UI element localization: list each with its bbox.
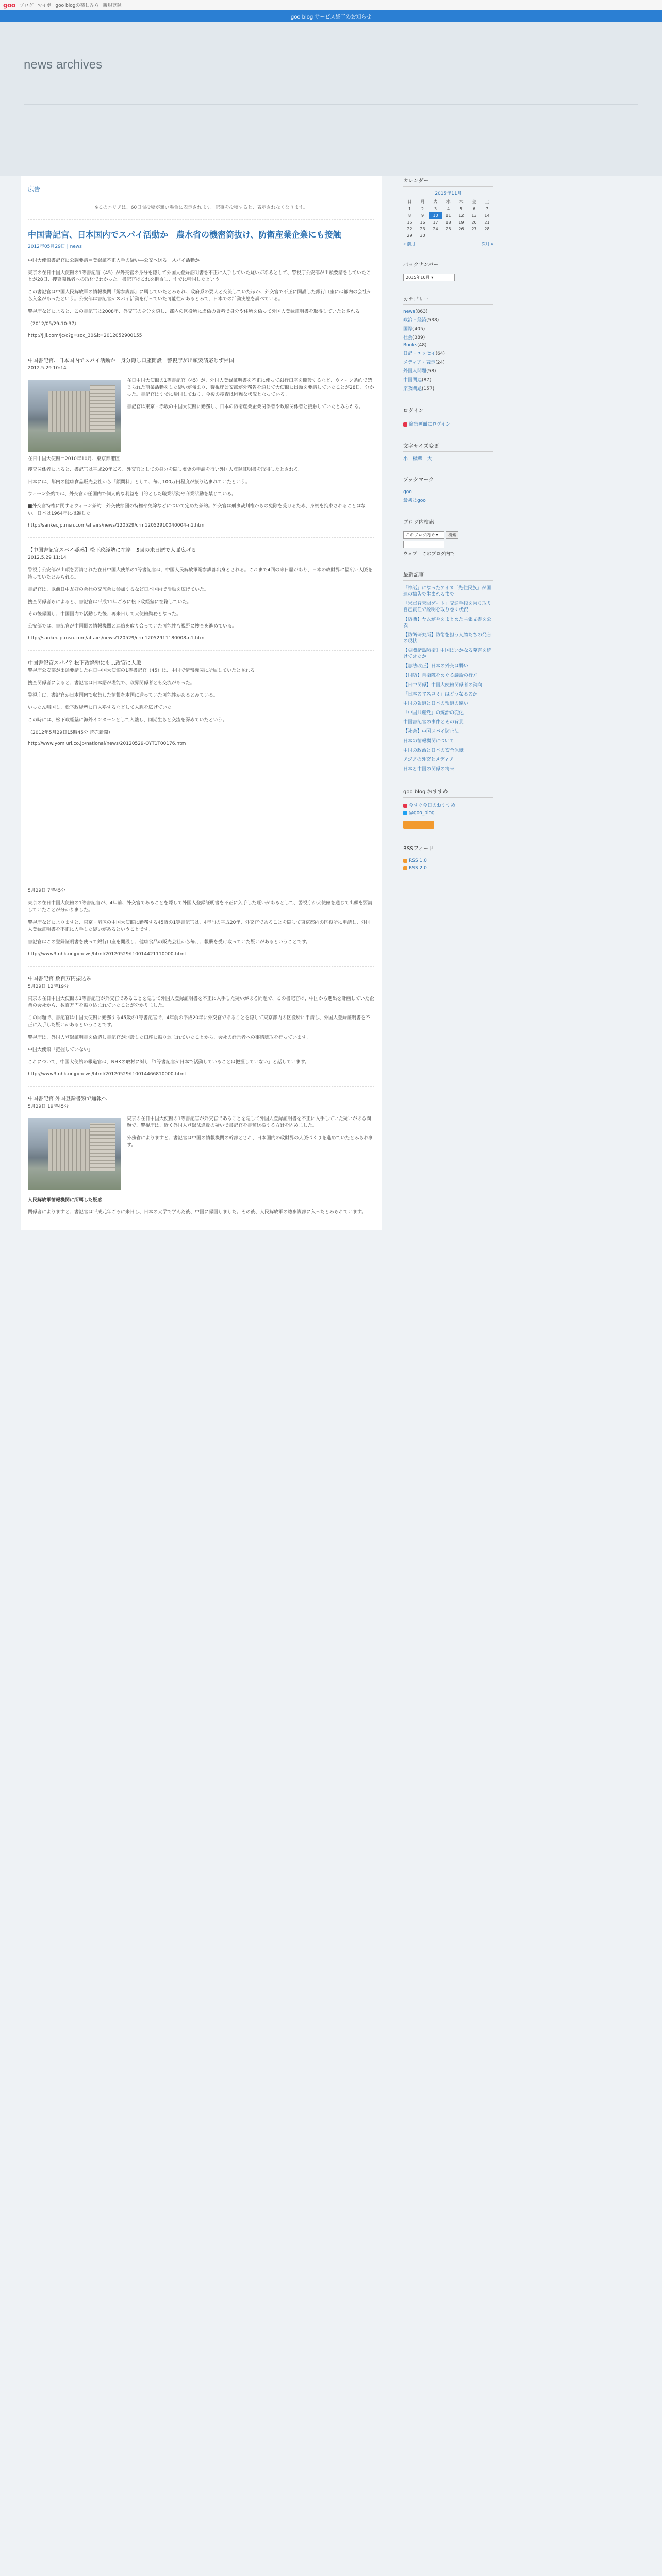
section-title: 中国書記官 外国登録書類で通報へ: [28, 1096, 107, 1103]
category-label[interactable]: Books: [403, 343, 418, 348]
category-label[interactable]: 社会: [403, 335, 413, 341]
calendar-day: 21: [484, 220, 490, 225]
recent-entry-link[interactable]: 日本と中国の関係の将来: [403, 766, 455, 772]
topbar-link-register[interactable]: 新規登録: [103, 3, 122, 8]
bookmark-heading: ブックマーク: [403, 475, 493, 485]
rss-heading: RSSフィード: [403, 844, 493, 854]
section-title: 中国書記官スパイ？松下政経塾にも…政官に人脈: [28, 660, 141, 667]
category-count: (538): [426, 318, 439, 323]
section-paragraph: 警視庁公安部が出頭を要請された在日中国大使館の1等書記官は、中国人民解放軍総参謀部出身とされる。これまで4回の来日歴があり、日本の政財界に幅広い人脈を持っていたとみられる。: [28, 567, 373, 580]
section-paragraph: 外務省によりますと、書記官は中国の情報機関の幹部とされ、日本国内の政財界の人脈づくりを進めていたとみられます。: [127, 1136, 373, 1148]
category-label[interactable]: 外国人問題: [403, 369, 427, 374]
section-date: 5月29日 7時45分: [28, 888, 66, 894]
category-item[interactable]: [403, 375, 493, 384]
goo-recommend-section: [403, 787, 493, 831]
fontsize-heading: 文字サイズ変更: [403, 442, 493, 452]
category-count: (87): [422, 378, 432, 383]
rss-link-label[interactable]: RSS 1.0: [409, 858, 427, 864]
section-paragraph: 警視庁公安部が出頭要請した在日中国大使館の1等書記官（45）は、中国で情報機関に所属していたとされる。: [28, 668, 260, 673]
search-radio-web[interactable]: ウェブ: [403, 552, 417, 557]
section-date: 2012.5.29 10:14: [28, 365, 67, 371]
source-url[interactable]: http://www3.nhk.or.jp/news/html/20120529/t10014421110000.html: [28, 952, 186, 957]
calendar-day: [442, 232, 455, 239]
category-count: (24): [435, 360, 445, 365]
calendar-day: 7: [485, 207, 489, 211]
category-count: (389): [412, 335, 425, 341]
category-item[interactable]: [403, 324, 493, 333]
category-item[interactable]: [403, 358, 493, 366]
blog-title[interactable]: news archives: [24, 58, 103, 72]
section-date: 5月29日 12時19分: [28, 984, 69, 989]
rss-link[interactable]: [403, 857, 493, 865]
calendar-day: 11: [445, 213, 451, 218]
section-paragraph: ウィーン条約では、外交官が任国内で個人的な利益を目的とした職業活動や商業活動を禁じている。: [28, 492, 237, 497]
calendar-day: [481, 232, 493, 239]
section-paragraph: 警視庁は、外国人登録証明書を偽造し書記官が開設した口座に振り込まれていたことから、会社の経営者への事情聴取を行っています。: [28, 1035, 311, 1041]
recommend-link[interactable]: [403, 801, 493, 809]
category-count: (64): [435, 351, 445, 357]
calendar-day: 13: [471, 213, 477, 218]
calendar-prev-link[interactable]: « 前月: [403, 242, 416, 246]
backnumber-section: [403, 260, 493, 281]
section-paragraph: 東京の在日中国大使館の1等書記官が、4年前、外交官であることを隠して外国人登録証明書を不正に入手した疑いがあるとして、警視庁が大使館を通じて出頭を要請していたことが分かりました。: [28, 901, 373, 913]
calendar-section: [403, 176, 493, 247]
calendar-day: 12: [458, 213, 464, 218]
section-paragraph: 警視庁は、書記官が日本国内で収集した情報を本国に送っていた可能性があるとみている。: [28, 692, 219, 698]
category-label[interactable]: 宗教問題: [403, 386, 422, 392]
building-shape: [90, 1123, 115, 1171]
service-end-notice-link[interactable]: goo blog サービス終了のお知らせ: [290, 14, 372, 20]
search-input[interactable]: [403, 541, 444, 548]
calendar-day: 15: [407, 220, 412, 225]
rss-section: [403, 844, 493, 872]
rss-icon: [403, 866, 407, 870]
recent-entry-link[interactable]: 【防衛】ヤムがやをまとめた主張文書を公表: [403, 617, 491, 629]
category-item[interactable]: [403, 333, 493, 342]
category-label[interactable]: news: [403, 309, 416, 314]
section-paragraph: 在日中国大使館の1等書記官（45）が、外国人登録証明書を不正に使って銀行口座を開設するなど、ウィーン条約で禁じられた商業活動をした疑いが強まり、警視庁公安部が外務省を通じて大使館に出頭を要請していたことが28日、分かった。書記官はすでに帰国しており、今後の捜査は困難な状況となっている。: [127, 378, 374, 398]
rss-icon: [403, 859, 407, 863]
calendar-day: 6: [472, 207, 476, 211]
section-title: 中国書記官 数百万円振込み: [28, 976, 92, 982]
fontsize-options: [403, 455, 493, 462]
calendar-heading: カレンダー: [403, 176, 493, 187]
bookmark-link-first[interactable]: 最初はgoo: [403, 498, 426, 503]
category-label[interactable]: 日記・エッセイ: [403, 351, 436, 357]
section-paragraph: 捜査関係者によると、書記官は日本語が堪能で、政界関係者とも交流があった。: [28, 680, 195, 686]
post-date-line: （2012/05/29-10:37）: [28, 321, 79, 327]
building-shape: [90, 385, 115, 432]
recent-entry-link[interactable]: 中国書記官の事件とその背景: [403, 720, 464, 725]
backnumber-heading: バックナンバー: [403, 260, 493, 270]
section-paragraph: 東京の在日中国大使館の1等書記官が外交官であることを隠して外国人登録証明書を不正に入手した疑いがある問題で、この書記官は、中国から進出を計画していた企業の会社から、数百万円を振り込まれていたことが分かりました。: [28, 996, 374, 1009]
section-paragraph: その後帰国し、中国国内で活動した後、再来日して大使館勤務となった。: [28, 612, 181, 617]
section-title: 【中国書記官スパイ疑惑】松下政経塾に在籍 5回の来日歴で人脈広げる: [28, 548, 196, 554]
section-bullet: ■外交官特権に関するウィーン条約 外交使節団の特権や免除などについて定めた条約。外交官は刑事裁判権からの免除を受けるため、身柄を拘束されることはない。日本は1964年に批准した。: [28, 504, 366, 517]
section-date: 5月29日 19時45分: [28, 1104, 69, 1109]
weekday-label: 月: [420, 199, 425, 204]
search-radios: [403, 550, 493, 557]
orange-banner[interactable]: [403, 821, 493, 831]
topbar-link-mypage[interactable]: マイボ: [37, 3, 52, 8]
weekday-label: 金: [472, 199, 476, 204]
divider: [28, 966, 374, 967]
weekday-label: 日: [407, 199, 412, 204]
calendar-grid: [403, 198, 493, 239]
category-item[interactable]: [403, 315, 493, 324]
category-list: [403, 308, 493, 393]
bookmark-link-goo[interactable]: goo: [403, 489, 412, 495]
category-item[interactable]: [403, 366, 493, 375]
calendar-month: 2015年11月: [435, 191, 462, 196]
post-paragraph: この書記官は中国人民解放軍の情報機関「総参謀部」に属していたとみられ、政府系の要人と交流していたほか、外交官で不正に開設した銀行口座には都内の会社から入金があったという。公安部は書記官がスパイ活動を行っていた可能性があるとみて、日本での活動実態を調べている。: [28, 290, 372, 302]
service-notice-strip: [0, 10, 662, 22]
divider: [28, 1086, 374, 1087]
embassy-photo: [28, 380, 121, 452]
section-paragraph: この問題で、書記官は中国大使館に勤務する45歳の1等書記官で、4年前の平成20年に外交官であることを隠して東京都内の区役所に申請し、外国人登録証明書を不正に入手した疑いがあるということです。: [28, 1015, 371, 1028]
section-date-line: （2012年5月29日15時45分 読売新聞）: [28, 730, 113, 735]
blog-header: [0, 22, 662, 176]
search-input-row: [403, 541, 493, 548]
sidebar: [403, 176, 493, 885]
section-paragraph: 書記官はこの登録証明書を使って銀行口座を開設し、健康食品の販売会社から毎月、報酬を受け取っていた疑いがあるということです。: [28, 940, 311, 945]
category-label[interactable]: 中国関連: [403, 378, 422, 383]
recent-heading: 最新記事: [403, 570, 493, 581]
fontsize-small-link[interactable]: 小: [403, 456, 408, 462]
calendar-day: 24: [433, 227, 438, 231]
section-date: 2012.5.29 11:14: [28, 555, 67, 561]
recent-entry-link[interactable]: 【国防】自衛隊をめぐる議論の行方: [403, 673, 478, 679]
section-paragraph: この時には、松下政経塾に海外インターンとして入塾し、同期生らと交流を深めていたという。: [28, 717, 227, 723]
twitter-link-label[interactable]: @goo_blog: [409, 810, 435, 816]
fontsize-section: [403, 442, 493, 462]
banner-badge: [403, 821, 434, 829]
recent-entry-link[interactable]: 「米軍普天間ゲート」交通手段を乗り取り自己責任で説明を取り巻く状況: [403, 601, 492, 613]
section-paragraph: これについて、中国大使館の報道官は、NHKの取材に対し「1等書記官が日本で活動していることは把握していない」と話しています。: [28, 1060, 310, 1065]
category-item[interactable]: [403, 349, 493, 358]
calendar-day: [429, 232, 442, 239]
section-title: 中国書記官、日本国内でスパイ活動か 身分隠し口座開設 警視庁が出頭要請応じず帰国: [28, 358, 234, 364]
calendar-nav: [403, 241, 493, 247]
divider: [28, 537, 374, 538]
calendar-day: 1: [408, 207, 411, 211]
recent-entry-link[interactable]: 【社会】中国スパイ防止法: [403, 729, 459, 735]
recent-list: [403, 584, 493, 774]
calendar-day: 4: [446, 207, 450, 211]
source-url[interactable]: http://www3.nhk.or.jp/news/html/20120529/t10014466810000.html: [28, 1072, 186, 1077]
calendar-day: 19: [458, 220, 464, 225]
post-paragraph: 警視庁などによると、この書記官は2008年、外交官の身分を隠し、都内の区役所に虚偽の資料で身分や住所を偽って外国人登録証明書を取得していたとされる。: [28, 309, 365, 315]
category-item[interactable]: [403, 342, 493, 349]
calendar-day: 26: [458, 227, 464, 231]
recent-entry-link[interactable]: 「日本のマスコミ」はどうなるのか: [403, 691, 478, 697]
section-subheading: 人民解放軍情報機関に所属した疑惑: [28, 1197, 103, 1203]
header-divider: [24, 104, 638, 105]
topbar-link-howto[interactable]: goo blogの楽しみ方: [55, 3, 99, 8]
calendar-day: 3: [434, 207, 437, 211]
calendar-day: 25: [445, 227, 451, 231]
recent-entry-link[interactable]: 「中国共産党」の統治の変化: [403, 710, 464, 716]
post-paragraph: 東京の在日中国大使館の1等書記官（45）が外交官の身分を隠して外国人登録証明書を不正に入手していた疑いがあるとして、警視庁公安部が出頭要請をしていたことが28日、捜査関係者への取材でわかった。書記官はこれを拒否し、すでに帰国したという。: [28, 270, 371, 283]
section-paragraph: 東京の在日中国大使館の1等書記官が外交官であることを隠して外国人登録証明書を不正に入手していた疑いがある問題で、警視庁は、近く外国人登録法違反の疑いで書記官を書類送検する方針を固めました。: [127, 1116, 371, 1129]
goo-logo[interactable]: goo: [3, 1, 15, 9]
search-heading: ブログ内検索: [403, 518, 493, 528]
recent-entry-link[interactable]: 【尖閣諸島防衛】中国はいかなる発言を続けてきたか: [403, 648, 492, 660]
section-paragraph: 捜査関係者によると、書記官は平成20年ごろ、外交官としての身分を隠し虚偽の申請を行い外国人登録証明書を取得したとされる。: [28, 467, 303, 472]
main-column: [21, 176, 382, 1230]
recent-entry-link[interactable]: 中国の政治と日本の安全保障: [403, 748, 464, 753]
recent-entry-link[interactable]: 【防衛研究所】防衛を担う人物たちの発言の現状: [403, 632, 492, 644]
category-item[interactable]: [403, 308, 493, 315]
calendar-day: 18: [445, 220, 451, 225]
topbar-link-blog[interactable]: ブログ: [19, 3, 34, 8]
section-paragraph: 関係者によりますと、書記官は平成元年ごろに来日し、日本の大学で学んだ後、中国に帰国しました。その後、人民解放軍の総参謀部に入ったとみられています。: [28, 1210, 367, 1215]
inactivity-notice: ※このエリアは、60日間投稿が無い場合に表示されます。記事を投稿すると、表示されなくなります。: [28, 200, 374, 220]
fontsize-normal-link[interactable]: 標準: [413, 456, 423, 462]
recent-entry-link[interactable]: 「神話」になったアイヌ「先住民族」が国連の勧告で生まれるまで: [403, 586, 491, 598]
calendar-day: [468, 232, 481, 239]
category-label[interactable]: 政治・経済: [403, 318, 427, 323]
rss-link[interactable]: [403, 865, 493, 872]
category-count: (863): [415, 309, 428, 314]
pencil-icon: [403, 422, 407, 427]
recent-entry-link[interactable]: 【憲法改正】日本の外交は弱い: [403, 664, 469, 669]
category-section: [403, 295, 493, 393]
weekday-label: 水: [446, 199, 451, 204]
calendar-day: 17: [433, 220, 438, 225]
news-photo: [28, 1118, 121, 1190]
recommend-link-label[interactable]: 今すぐ今日のおすすめ: [409, 803, 456, 809]
category-label[interactable]: メディア・表示: [403, 360, 436, 365]
calendar-day: 10: [429, 212, 442, 219]
post-title[interactable]: 中国書記官、日本国内でスパイ活動か 農水省の機密筒抜け、防衛産業企業にも接触: [28, 230, 341, 240]
search-radio-blog[interactable]: このブログ内で: [422, 552, 455, 557]
section-paragraph: 公安部では、書記官が中国側の情報機関と連絡を取り合っていた可能性も視野に捜査を進めている。: [28, 624, 237, 630]
login-link[interactable]: [403, 419, 493, 428]
recent-section: [403, 570, 493, 774]
category-item[interactable]: [403, 384, 493, 393]
fontsize-large-link[interactable]: 大: [427, 456, 433, 462]
backnumber-select[interactable]: 2015年10月 ▾: [403, 274, 455, 281]
calendar-day: 9: [421, 213, 424, 218]
calendar-day: 29: [407, 233, 412, 238]
recent-entry-link[interactable]: 日本の情報機関について: [403, 738, 454, 744]
post-meta[interactable]: 2012年05月29日 | news: [28, 244, 82, 249]
calendar-day: 30: [420, 233, 425, 238]
section-paragraph: いったん帰国し、松下政経塾に再入塾するなどして人脈を広げていた。: [28, 705, 177, 710]
source-url[interactable]: http://www.yomiuri.co.jp/national/news/20120529-OYT1T00176.htm: [28, 741, 186, 747]
calendar-day: 14: [484, 213, 490, 218]
category-count: (58): [426, 369, 436, 374]
source-url[interactable]: http://sankei.jp.msn.com/affairs/news/120529/crm12052910040004-n1.htm: [28, 523, 205, 529]
goo-recommend-heading: goo blog おすすめ: [403, 787, 493, 798]
goo-icon: [403, 804, 407, 808]
section-paragraph: 日本には、都内の健康食品販売会社から「顧問料」として、毎月100万円程度が振り込まれていたという。: [28, 479, 251, 485]
recent-entry-link[interactable]: アジアの外交とメディア: [403, 757, 454, 762]
login-link-label[interactable]: 編集画面にログイン: [409, 422, 451, 427]
calendar-day: 8: [408, 213, 411, 218]
calendar-day: [455, 232, 468, 239]
photo-caption: 在日中国大使館＝2010年10月、東京都港区: [28, 456, 120, 462]
rss-link-label[interactable]: RSS 2.0: [409, 866, 427, 871]
section-paragraph: 警視庁などによりますと、東京・港区の中国大使館に勤務する45歳の1等書記官は、4年前の平成20年、外交官であることを隠して東京都内の区役所に申請し、外国人登録証明書を不正に入手した疑いがあるということです。: [28, 920, 371, 933]
recent-entry-link[interactable]: 中国の報道と日本の報道の違い: [403, 701, 469, 706]
section-paragraph: 書記官は、以前日中友好の会社の交流会に参加するなど日本国内で活動を広げていた。: [28, 587, 209, 592]
section-subheading: 中国大使館「把握していない」: [28, 1047, 93, 1053]
calendar-day: 22: [407, 227, 412, 231]
calendar-day: 20: [471, 220, 477, 225]
weekday-label: 木: [459, 199, 464, 204]
divider: [28, 650, 374, 651]
login-heading: ログイン: [403, 406, 493, 416]
twitter-link[interactable]: [403, 809, 493, 817]
search-button[interactable]: 検索: [446, 531, 458, 539]
calendar-next-link[interactable]: 次月 »: [481, 242, 493, 246]
category-label[interactable]: 国際: [403, 327, 413, 332]
source-url[interactable]: http://sankei.jp.msn.com/affairs/news/120529/crm12052911180008-n1.htm: [28, 636, 205, 641]
search-scope-select[interactable]: このブログ内で ▾: [403, 531, 444, 539]
login-section: [403, 406, 493, 428]
twitter-icon: [403, 811, 407, 815]
category-count: (405): [412, 327, 425, 332]
post-paragraph: 中国大使館書記官に公調要請＝登録証不正入手の疑い―公安へ送る スパイ活動か: [28, 258, 200, 263]
search-row: [403, 531, 493, 539]
weekday-label: 土: [485, 199, 489, 204]
calendar-day: 28: [484, 227, 490, 231]
spacer: [28, 754, 374, 888]
source-url[interactable]: http://jiji.com/jc/c?g=soc_30&k=2012052900155: [28, 333, 142, 339]
section-paragraph: 書記官は東京・赤坂の中国大使館に勤務し、日本の防衛産業企業関係者や政府関係者と接触していたとみられる。: [127, 404, 364, 410]
calendar-day: 23: [420, 227, 425, 231]
category-count: (48): [417, 343, 427, 348]
weekday-label: 火: [433, 199, 438, 204]
category-count: (157): [422, 386, 435, 392]
ad-label: 広告: [28, 185, 41, 193]
calendar-day: 5: [459, 207, 463, 211]
calendar-day: 16: [420, 220, 425, 225]
bookmark-section: [403, 475, 493, 504]
calendar-day: 2: [421, 207, 424, 211]
section-paragraph: 捜査関係者らによると、書記官は平成11年ごろに松下政経塾に在籍していた。: [28, 599, 192, 605]
search-section: [403, 518, 493, 557]
calendar-day: 27: [471, 227, 477, 231]
category-heading: カテゴリー: [403, 295, 493, 305]
recent-entry-link[interactable]: 【日中関係】中国大使館関係者の動向: [403, 682, 483, 688]
top-toolbar: [0, 0, 662, 10]
